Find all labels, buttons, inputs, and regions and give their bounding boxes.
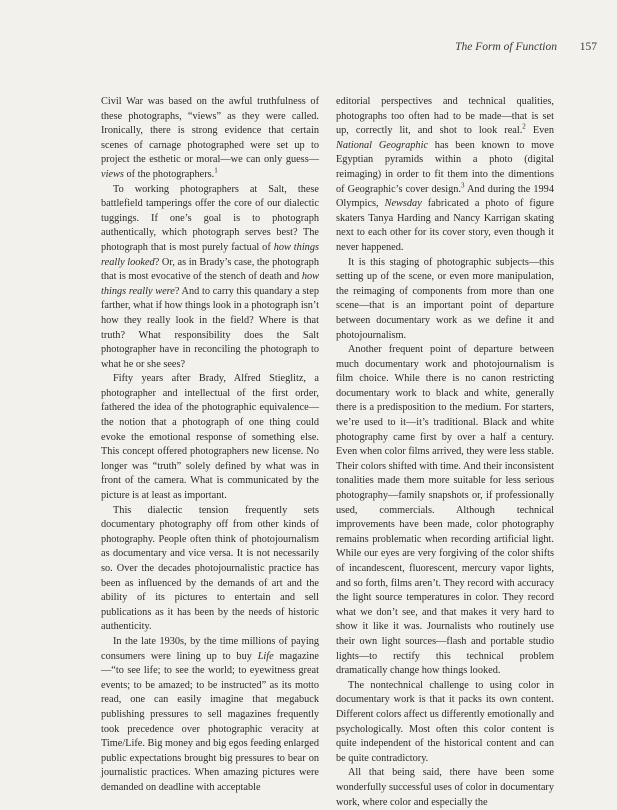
- paragraph: Fifty years after Brady, Alfred Stieglitz, a photographer and intellectual of the first order, fathered the idea of the photographic equivalence—the notion that a photograph of one thing could evoke the emotional response of something else. This concept offered photographers new license. No longer was “truth” solely defined by what was in front of the camera. What is communicated by the picture is at least as important.: [101, 373, 319, 502]
- paragraph: Another frequent point of departure between much documentary work and photojournalism is film choice. While there is no canon restricting documentary work to black and white, generally there is a predisposition to the medium. For starters, we’re used to it—it’s traditional. Black and white photography came first by over a half a century. Even when color films arrived, they were less stable. Their colors shifted with time. And their inconsistent tonalities made them more suitable for less serious photography—family snapshots or, if professionally used, commercials. Although technical improvements have been made, color photography remains problematic when recording artificial light. While our eyes are very forgiving of the color shifts of incandescent, fluorescent, mercury vapor lights, and so forth, films aren’t. They record with accuracy the light source temperatures in color. They record what we don’t see, and that makes it very hard to show it like it was. Journalists who routinely use their own light sources—flash and portable studio lights—to rectify this technical problem dramatically change how things looked.: [336, 344, 554, 677]
- running-head: [0, 41, 617, 57]
- left-column: [101, 95, 319, 796]
- right-column: [336, 95, 554, 810]
- footnote-marker: 1: [214, 166, 218, 175]
- paragraph: All that being said, there have been some wonderfully successful uses of color in documentary work, where color and especially the: [336, 767, 554, 808]
- page-number: 157: [579, 41, 597, 53]
- footnote-marker: 2: [522, 122, 526, 131]
- paragraph: editorial perspectives and technical qualities, photographs too often had to be made—that is set up, correctly lit, and shot to look real.$^2$ Even National Geographic has been known to move Egyptian pyramids within a photo (digital reimaging) in order to fit them into the dimentions of Geographic’s cover design.$^3$ And during the 1994 Olympics, Newsday fabricated a photo of figure skaters Tanya Harding and Nancy Karrigan skating next to each other for its cover story, even though it never happened.: [336, 96, 554, 253]
- paragraph: This dialectic tension frequently sets documentary photography off from other kinds of photography. People often think of photojournalism as documentary and vice versa. It is not necessarily so. Over the decades photojournalistic practice has been as influenced by the demands of art and the ability of its pictures to entertain and sell publications as it has been by the needs of historic authenticity.: [101, 504, 319, 633]
- paragraph: To working photographers at Salt, these battlefield tamperings offer the core of our dialectic tuggings. If one’s goal is to photograph authentically, which photograph serves best? The photograph that is most purely factual of how things really looked? Or, as in Brady’s case, the photograph that is most evocative of the stench of death and how things really were? And to carry this quandary a step farther, what if how things look in a photograph isn’t how they really look in the field? Where is that truth? What responsibility does the Salt photographer have in reconciling the photograph to what he or she sees?: [101, 183, 320, 370]
- paragraph: Civil War was based on the awful truthfulness of these photographs, “views” as they were called. Ironically, there is strong evidence that certain scenes of carnage photographed were set up to project the esthetic or moral—we can only guess—views of the photographers.$^1$: [101, 96, 319, 180]
- paragraph: In the late 1930s, by the time millions of paying consumers were lining up to buy Life magazine—“to see life; to see the world; to eyewitness great events; to be amazed; to be instructed” as its motto read, one can easily imagine that megabuck publishing pressures to sell magazines frequently took precedence over photographic veracity at Time/Life. Big money and big egos feeding enlarged public expectations brought big pressures to bear on journalistic practices. When amazing pictures were demanded on deadline with acceptable: [101, 635, 319, 793]
- footnote-marker: 3: [461, 181, 465, 190]
- paragraph: It is this staging of photographic subjects—this setting up of the scene, or even more manipulation, the reimaging of components from more than one scene—that is an important point of departure between documentary work as we define it and photojournalism.: [336, 256, 554, 341]
- paragraph: The nontechnical challenge to using color in documentary work is that it packs its own content. Different colors affect us differently emotionally and psychologically. Most often this color content is quite independent of the historical content and can be quite contradictory.: [336, 679, 554, 764]
- running-title: The Form of Function: [455, 41, 557, 53]
